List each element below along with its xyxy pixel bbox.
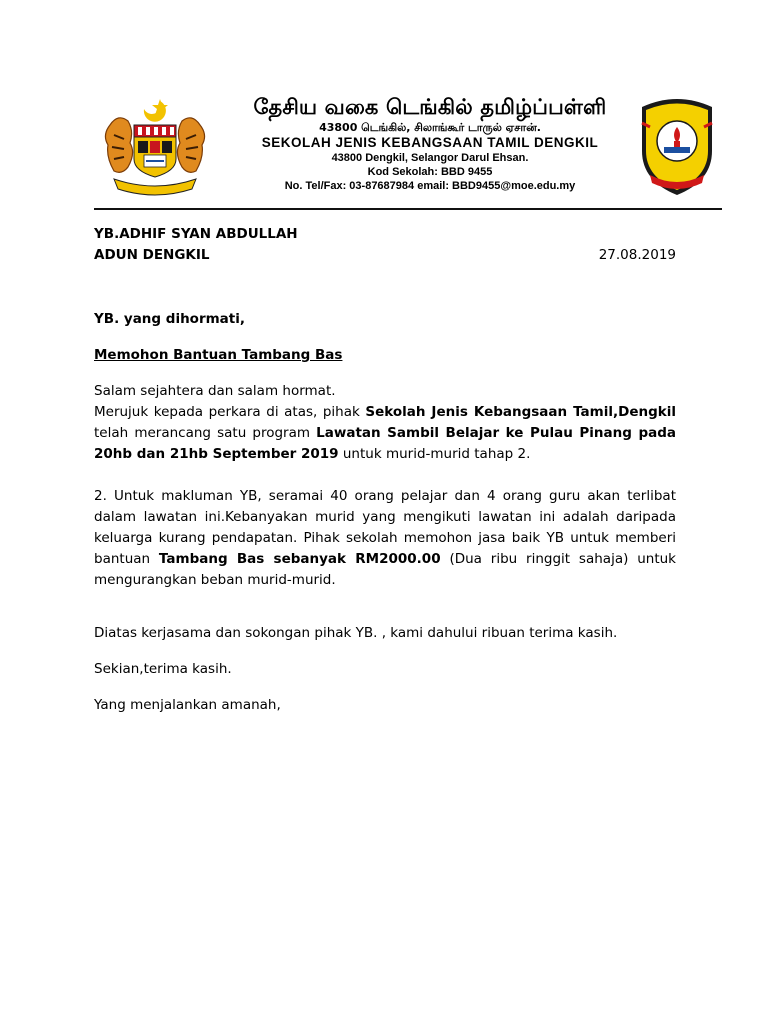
sekian-line: Sekian,terima kasih. [94,661,232,677]
p1-text-c: telah merancang satu program [94,425,317,441]
school-contact: No. Tel/Fax: 03-87687984 email: BBD9455@moe.edu.my [284,180,576,192]
paragraph-1-text [94,402,676,465]
letterhead-divider [94,208,722,210]
amount-bold: Tambang Bas sebanyak RM2000.00 [158,551,441,567]
letter-body [94,224,676,716]
school-code: Kod Sekolah: BBD 9455 [367,166,493,178]
paragraph-1 [94,381,676,465]
recipient-name: YB.ADHIF SYAN ABDULLAH [94,226,298,242]
school-name-bold: Sekolah Jenis Kebangsaan Tamil,Dengkil [365,404,676,420]
letterhead [0,0,768,210]
letter-date: 27.08.2019 [598,247,676,263]
paragraph-2 [94,486,676,591]
subject-heading: Memohon Bantuan Tambang Bas [94,347,343,363]
school-name-malay: SEKOLAH JENIS KEBANGSAAN TAMIL DENGKIL [261,135,599,150]
p1-text-e: untuk murid-murid tahap 2. [338,446,531,462]
thanks-line: Diatas kerjasama dan sokongan pihak YB. , kami dahului ribuan terima kasih. [94,625,618,641]
p2-text-a: 2. Untuk makluman YB, seramai 40 orang pelajar dan 4 orang guru akan terlibat dalam lawatan ini.Kebanyakan murid yang mengikuti lawatan ini adalah daripada keluarga kurang pendapatan. Pihak sekolah memohon jasa baik YB untuk memberi bantuan [94,488,676,567]
coat-of-arms-icon [100,95,210,199]
letterhead-text [230,94,630,193]
recipient-title: ADUN DENGKIL [94,247,210,263]
school-logo-icon [636,97,718,197]
greeting-line: Salam sejahtera dan salam hormat. [94,383,336,399]
p1-text-a: Merujuk kepada perkara di atas, pihak [94,404,366,420]
salutation: YB. yang dihormati, [94,311,245,327]
school-name-tamil: தேசிய வகை டெங்கில் தமிழ்ப்பள்ளி [253,95,607,119]
p2-text-c: (Dua ribu ringgit sahaja) untuk mengurangkan beban murid-murid. [94,551,676,588]
recipient-block [94,224,676,266]
program-bold: Lawatan Sambil Belajar ke Pulau Pinang pada 20hb dan 21hb September 2019 [94,425,676,462]
amanah-line: Yang menjalankan amanah, [94,697,281,713]
school-address-tamil: 43800 டெங்கில், சிலாங்கூர் டாருல் ஏசான். [319,121,541,134]
recipient-title-row [94,245,676,266]
school-address: 43800 Dengkil, Selangor Darul Ehsan. [331,152,529,164]
